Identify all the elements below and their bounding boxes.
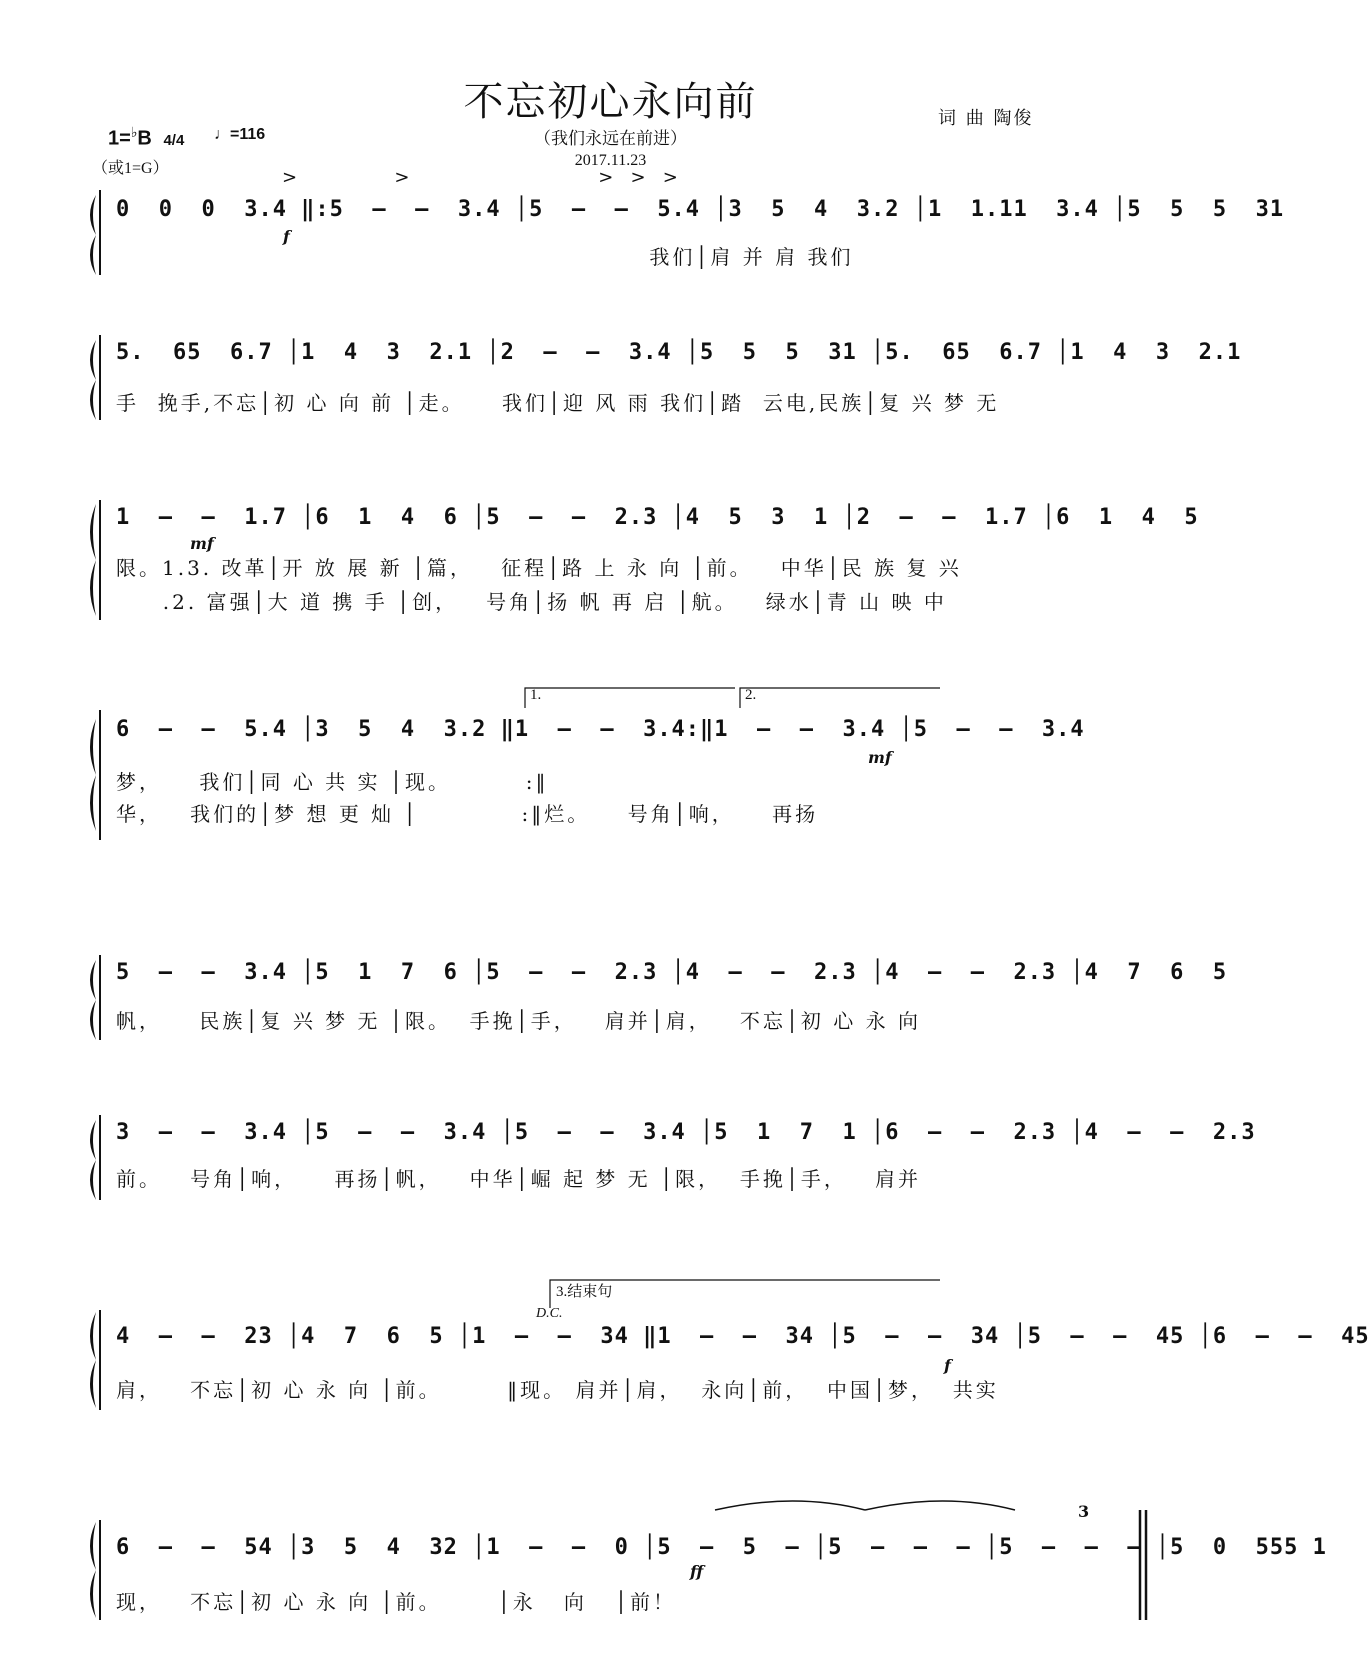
notation-line: 0 0 0 3.4 ‖:5 – – 3.4 │5 – – 5.4 │3 5 4 3.2 │1 1.11 3.4 │5 5 5 31 [116, 197, 1285, 222]
score-system-4 [0, 680, 1221, 850]
key-signature [108, 124, 184, 151]
lyric-line: 肩， 不忘│初 心 永 向 │前。 ‖现。 肩并│肩， 永向│前， 中国│梦， 共实 [116, 1378, 999, 1402]
lyric-line: 限。1.3. 改革│开 放 展 新 │篇， 征程│路 上 永 向 │前。 中华│民 族 复 兴 [116, 556, 962, 580]
lyric-line: .2. 富强│大 道 携 手 │创， 号角│扬 帆 再 启 │航。 绿水│青 山 映 中 [116, 590, 947, 614]
flat-sign: ♭ [130, 124, 138, 140]
tempo-marking: ♩=116 [214, 126, 266, 143]
lyric-line: 前。 号角│响， 再扬│帆， 中华│崛 起 梦 无 │限， 手挽│手， 肩并 [116, 1167, 921, 1191]
notation-line: 1 – – 1.7 │6 1 4 6 │5 – – 2.3 │4 5 3 1 │2 – – 1.7 │6 1 4 5 [116, 505, 1199, 530]
time-signature: 4/4 [163, 131, 185, 149]
song-title: 不忘初心永向前 [463, 79, 758, 125]
dynamic-marking: f [944, 1356, 951, 1375]
notation-line: 6 – – 5.4 │3 5 4 3.2 ‖1 – – 3.4:‖1 – – 3.4 │5 – – 3.4 [116, 717, 1085, 742]
volta-first: 1. [530, 687, 542, 703]
lyric-line: 我们│肩 并 肩 我们 [116, 245, 854, 269]
score-system-6 [0, 1105, 1256, 1215]
dynamic-marking: f [283, 227, 290, 246]
lyric-line: 华， 我们的│梦 想 更 灿 │ :‖烂。 号角│响， 再扬 [116, 802, 819, 826]
volta-second: 2. [745, 687, 757, 703]
alternate-key: （或1=G） [92, 160, 169, 177]
system-brace-lines [0, 175, 1285, 295]
dynamic-marking: mf [190, 534, 214, 553]
key-prefix: 1= [108, 127, 131, 150]
score-system-3 [0, 490, 1221, 630]
dynamic-marking: mf [868, 748, 892, 767]
notation-line: 3 – – 3.4 │5 – – 3.4 │5 – – 3.4 │5 1 7 1 │6 – – 2.3 │4 – – 2.3 [116, 1120, 1256, 1145]
song-subtitle: （我们永远在前进） [534, 129, 687, 149]
song-date: 2017.11.23 [574, 152, 647, 169]
triplet-marking: 3 [1078, 1502, 1090, 1521]
composer-credit: 词 曲 陶俊 [938, 108, 1034, 129]
lyric-line: 现， 不忘│初 心 永 向 │前。 │永 向 │前！ [116, 1590, 676, 1614]
notation-line: 5. 65 6.7 │1 4 3 2.1 │2 – – 3.4 │5 5 5 31 │5. 65 6.7 │1 4 3 2.1 [116, 340, 1242, 365]
notation-line: 5 – – 3.4 │5 1 7 6 │5 – – 2.3 │4 – – 2.3 │4 – – 2.3 │4 7 6 5 [116, 960, 1228, 985]
score-system-8 [0, 1490, 1327, 1640]
volta-third: 3.结束句 [556, 1284, 613, 1300]
lyric-line: 梦， 我们│同 心 共 实 │现。 :‖ [116, 770, 549, 794]
score-system-7 [0, 1270, 1370, 1430]
notation-line: 6 – – 54 │3 5 4 32 │1 – – 0 │5 – 5 – │5 – – – │5 – – – │5 0 555 1 [116, 1535, 1327, 1560]
accent-marks: > > > > > [282, 167, 678, 188]
score-system-5 [0, 945, 1228, 1055]
lyric-line: 帆， 民族│复 兴 梦 无 │限。 手挽│手， 肩并│肩， 不忘│初 心 永 向 [116, 1009, 921, 1033]
lyric-line: 手 挽手,不忘│初 心 向 前 │走。 我们│迎 风 雨 我们│踏 云电,民族│复 兴 梦 无 [116, 391, 1000, 415]
system-brace-lines [0, 1490, 1327, 1640]
key-letter: B [137, 127, 152, 150]
score-system-2 [0, 325, 1242, 435]
da-capo-marking: D.C. [536, 1306, 563, 1321]
dynamic-marking: ff [690, 1562, 704, 1581]
notation-line: 4 – – 23 │4 7 6 5 │1 – – 34 ‖1 – – 34 │5 – – 34 │5 – – 45 │6 – – 45 [116, 1324, 1370, 1349]
